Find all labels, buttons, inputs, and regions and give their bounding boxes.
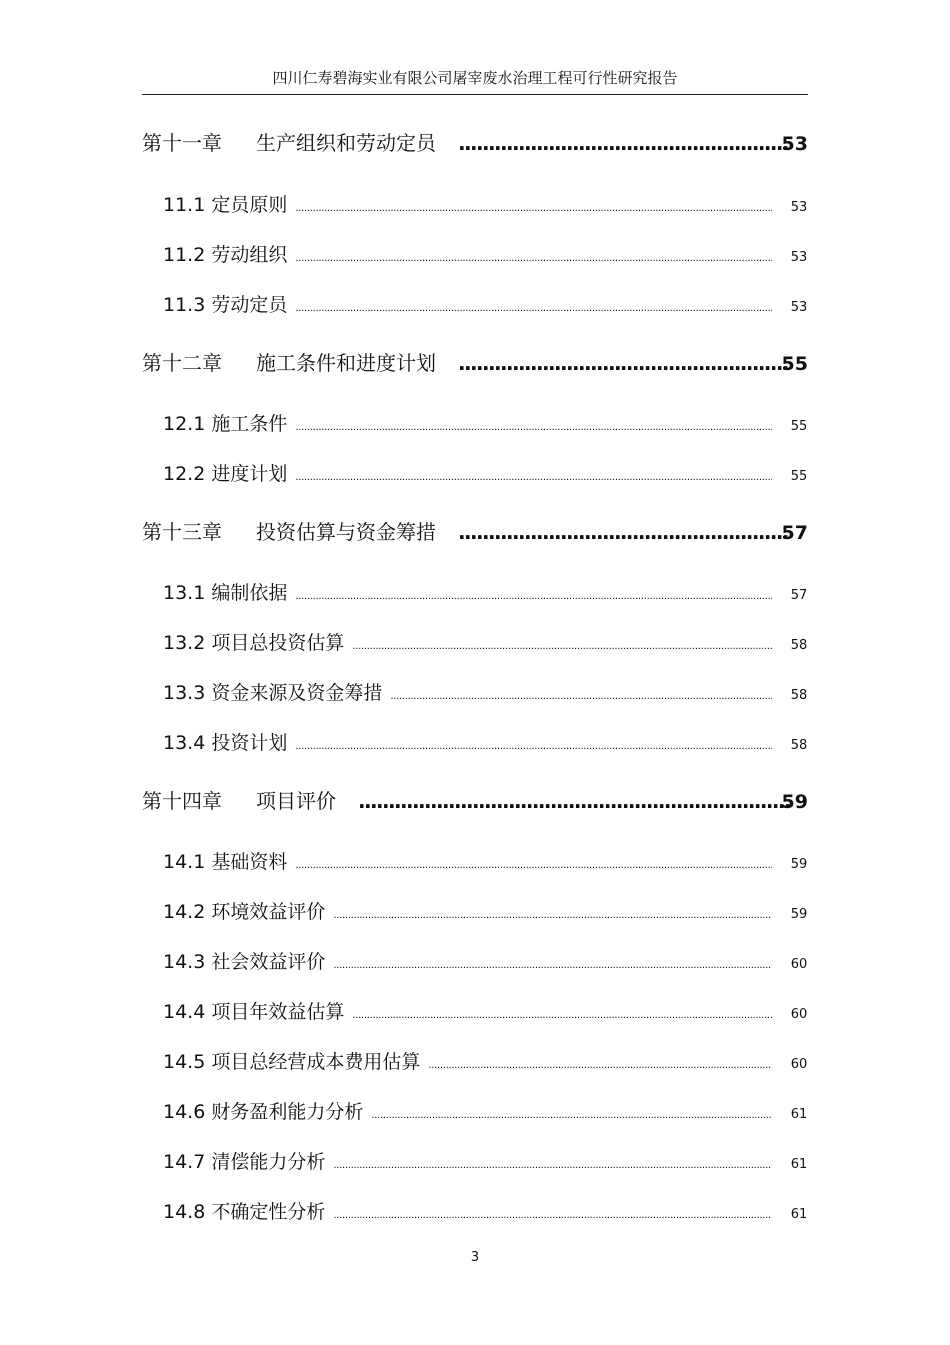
toc-leader-dots: [428, 1060, 772, 1071]
toc-section[interactable]: [163, 947, 808, 974]
toc-section[interactable]: [163, 1197, 808, 1224]
toc-page-number: 53: [790, 200, 808, 215]
toc-leader-dots: [333, 1160, 772, 1171]
toc-page-number: 59: [781, 791, 808, 813]
toc-chapter[interactable]: [142, 785, 808, 814]
toc-page-number: 59: [790, 907, 808, 922]
toc-section-title: 13.2 项目总投资估算: [163, 632, 345, 654]
toc-section[interactable]: [163, 897, 808, 924]
toc-page-number: 61: [790, 1207, 808, 1222]
toc-section[interactable]: [163, 1097, 808, 1124]
toc-leader-dots: [358, 789, 790, 813]
toc-section-title: 11.2 劳动组织: [163, 244, 288, 266]
toc-chapter-number: 第十四章: [142, 789, 222, 813]
toc-leader-dots: [295, 860, 772, 871]
toc-leader-dots: [458, 351, 790, 375]
toc-page-number: 58: [790, 638, 808, 653]
toc-section-title: 14.2 环境效益评价: [163, 901, 326, 923]
toc-leader-dots: [458, 131, 790, 155]
toc-page-number: 58: [790, 738, 808, 753]
toc-section[interactable]: [163, 240, 808, 267]
toc-section-title: 13.1 编制依据: [163, 582, 288, 604]
toc-chapter-number: 第十一章: [142, 131, 222, 155]
toc-section-title: 12.2 进度计划: [163, 463, 288, 485]
toc-section[interactable]: [163, 997, 808, 1024]
toc-section-title: 11.3 劳动定员: [163, 294, 288, 316]
toc-section[interactable]: [163, 728, 808, 755]
toc-page-number: 57: [790, 588, 808, 603]
toc-page-number: 60: [790, 957, 808, 972]
toc-section[interactable]: [163, 628, 808, 655]
toc-section[interactable]: [163, 678, 808, 705]
header-rule: [142, 94, 808, 95]
toc-section[interactable]: [163, 409, 808, 436]
toc-section-title: 13.3 资金来源及资金筹措: [163, 682, 383, 704]
toc-chapter-title: 项目评价: [256, 789, 336, 813]
toc-section[interactable]: [163, 1047, 808, 1074]
toc-leader-dots: [371, 1110, 772, 1121]
toc-page-number: 55: [790, 469, 808, 484]
toc-section-title: 11.1 定员原则: [163, 194, 288, 216]
toc-section[interactable]: [163, 290, 808, 317]
toc-leader-dots: [352, 641, 772, 652]
toc-page-number: 55: [781, 353, 808, 375]
toc-section[interactable]: [163, 847, 808, 874]
toc-leader-dots: [333, 1210, 772, 1221]
toc-leader-dots: [458, 520, 790, 544]
toc-chapter[interactable]: [142, 347, 808, 376]
toc-leader-dots: [295, 741, 772, 752]
toc-chapter-title: 投资估算与资金筹措: [256, 520, 436, 544]
toc-page-number: 53: [790, 300, 808, 315]
toc-page-number: 61: [790, 1107, 808, 1122]
toc-page-number: 57: [781, 522, 808, 544]
toc-section-title: 14.7 清偿能力分析: [163, 1151, 326, 1173]
toc-leader-dots: [295, 203, 772, 214]
toc-chapter-number: 第十二章: [142, 351, 222, 375]
toc-chapter[interactable]: [142, 127, 808, 156]
toc-section-title: 14.5 项目总经营成本费用估算: [163, 1051, 421, 1073]
toc-leader-dots: [295, 303, 772, 314]
toc-page-number: 55: [790, 419, 808, 434]
toc-page-number: 59: [790, 857, 808, 872]
toc-leader-dots: [295, 472, 772, 483]
toc-section-title: 14.4 项目年效益估算: [163, 1001, 345, 1023]
toc-section-title: 13.4 投资计划: [163, 732, 288, 754]
toc-page-number: 60: [790, 1007, 808, 1022]
toc-chapter-title: 施工条件和进度计划: [256, 351, 436, 375]
toc-chapter[interactable]: [142, 516, 808, 545]
toc-leader-dots: [390, 691, 772, 702]
page-footer-number: 3: [470, 1250, 480, 1265]
toc-section[interactable]: [163, 578, 808, 605]
toc-chapter-title: 生产组织和劳动定员: [256, 131, 436, 155]
toc-section-title: 12.1 施工条件: [163, 413, 288, 435]
toc-section[interactable]: [163, 459, 808, 486]
page-header-title: 四川仁寿碧海实业有限公司屠宰废水治理工程可行性研究报告: [272, 69, 678, 87]
toc-chapter-number: 第十三章: [142, 520, 222, 544]
toc-section-title: 14.8 不确定性分析: [163, 1201, 326, 1223]
toc-leader-dots: [333, 910, 772, 921]
toc-section-title: 14.6 财务盈利能力分析: [163, 1101, 364, 1123]
toc-leader-dots: [295, 591, 772, 602]
toc-leader-dots: [295, 253, 772, 264]
toc-leader-dots: [352, 1010, 772, 1021]
toc-section[interactable]: [163, 190, 808, 217]
toc-section-title: 14.3 社会效益评价: [163, 951, 326, 973]
toc-page-number: 53: [790, 250, 808, 265]
toc-leader-dots: [295, 422, 772, 433]
toc-page-number: 53: [781, 133, 808, 155]
toc-page-number: 58: [790, 688, 808, 703]
toc-page-number: 60: [790, 1057, 808, 1072]
toc-page-number: 61: [790, 1157, 808, 1172]
toc-section[interactable]: [163, 1147, 808, 1174]
toc-leader-dots: [333, 960, 772, 971]
toc-section-title: 14.1 基础资料: [163, 851, 288, 873]
